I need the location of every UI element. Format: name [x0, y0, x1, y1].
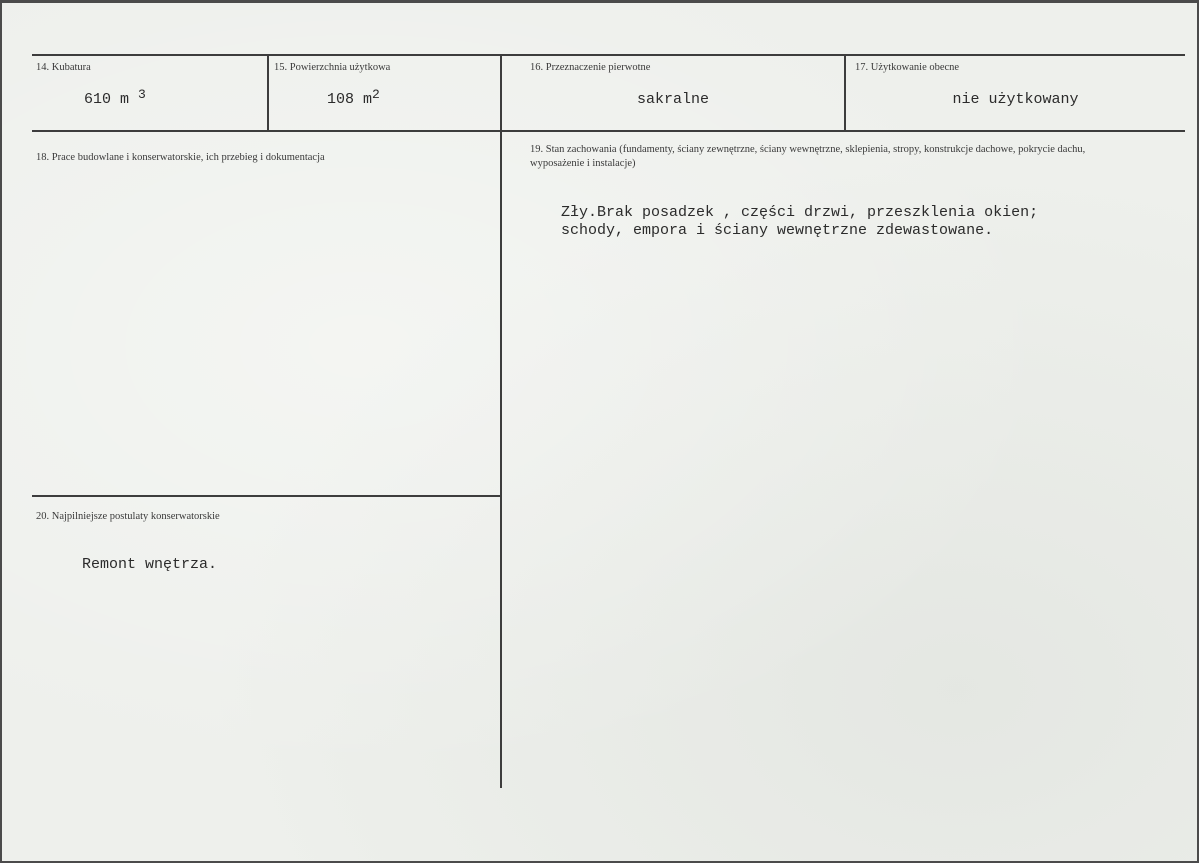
section-20-top-rule [32, 495, 500, 497]
uzytkowanie-value: nie użytkowany [952, 91, 1079, 108]
przeznaczenie-label: 16. Przeznaczenie pierwotne [530, 62, 651, 73]
kubatura-label: 14. Kubatura [36, 62, 91, 73]
kubatura-number: 610 m [84, 91, 130, 108]
record-card [2, 3, 1197, 861]
top-row-top-rule [32, 54, 1185, 56]
powierzchnia-value [327, 87, 380, 108]
main-column-divider [500, 130, 502, 788]
postulaty-value: Remont wnętrza. [82, 556, 218, 573]
prace-label: 18. Prace budowlane i konserwatorskie, ich przebieg i dokumentacja [36, 152, 325, 163]
powierzchnia-label: 15. Powierzchnia użytkowa [274, 62, 391, 73]
przeznaczenie-value: sakralne [636, 91, 709, 108]
powierzchnia-exponent: 2 [372, 87, 380, 102]
kubatura-exponent: 3 [138, 87, 146, 102]
kubatura-value [84, 87, 146, 108]
divider-14-15 [267, 54, 269, 130]
postulaty-label: 20. Najpilniejsze postulaty konserwatorskie [36, 511, 220, 522]
top-row-bottom-rule [32, 130, 1185, 132]
uzytkowanie-label: 17. Użytkowanie obecne [855, 62, 960, 73]
stan-value: Zły.Brak posadzek , części drzwi, przeszklenia okien; schody, empora i ściany wewnętrzne zdewastowane. [561, 204, 1039, 239]
stan-label: 19. Stan zachowania (fundamenty, ściany zewnętrzne, ściany wewnętrzne, sklepienia, stropy, konstrukcje dachowe, pokrycie dachu, wyposażenie i instalacje) [530, 144, 1086, 169]
powierzchnia-number: 108 m [327, 91, 373, 108]
